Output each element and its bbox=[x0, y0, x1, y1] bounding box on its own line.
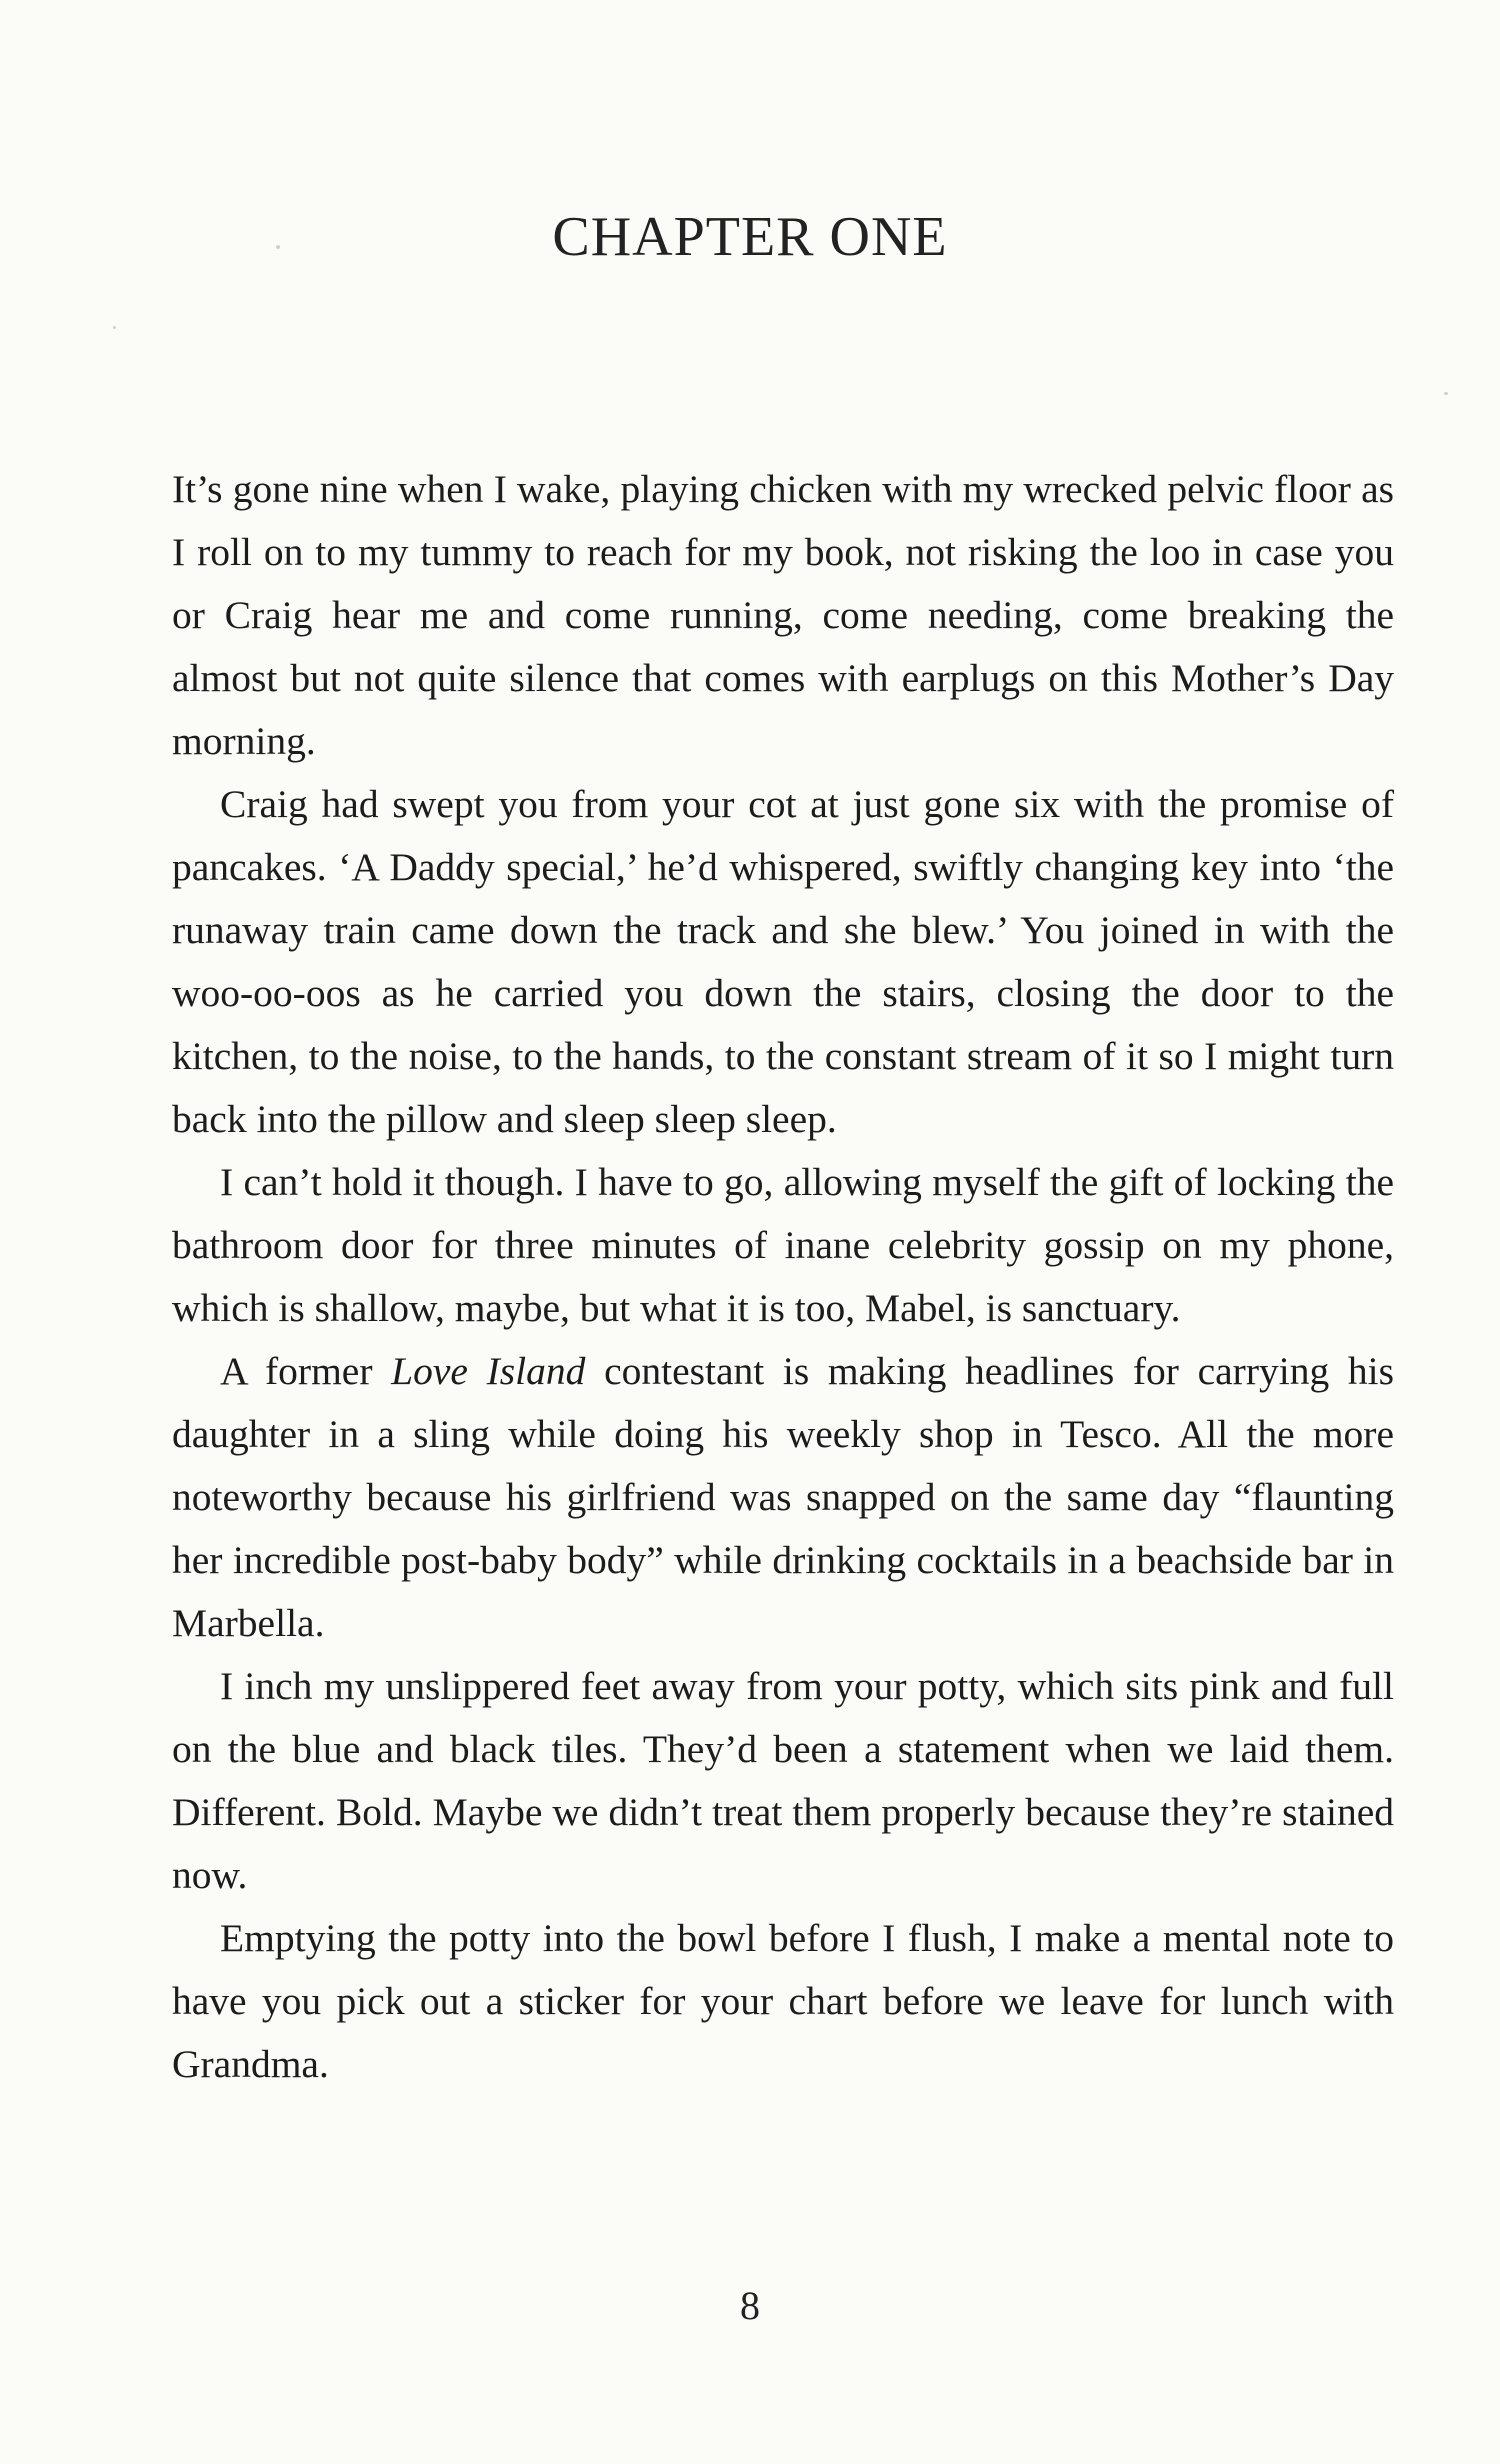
paragraph-2: Craig had swept you from your cot at just gone six with the promise of pancakes. ‘A Daddy special,’ he’d whispered, swiftly changing key into ‘the runaway train came down the track and she blew.’ You joined in with the woo-oo-oos as he carried you down the stairs, closing the door to the kitchen, to the noise, to the hands, to the constant stream of it so I might turn back into the pillow and sleep sleep sleep. bbox=[172, 782, 1394, 1141]
paragraph-4 bbox=[172, 1340, 1394, 1655]
show-title-italic: Love Island bbox=[391, 1349, 586, 1393]
paragraph-5: I inch my unslippered feet away from your potty, which sits pink and full on the blue and black tiles. They’d been a statement when we laid them. Different. Bold. Maybe we didn’t treat them properly because they’re stained now. bbox=[172, 1664, 1394, 1897]
paragraph-6: Emptying the potty into the bowl before I flush, I make a mental note to have you pick out a sticker for your chart before we leave for lunch with Grandma. bbox=[172, 1916, 1394, 2086]
chapter-body bbox=[172, 458, 1394, 2096]
paper-speck bbox=[113, 326, 116, 329]
paragraph-3: I can’t hold it though. I have to go, allowing myself the gift of locking the bathroom door for three minutes of inane celebrity gossip on my phone, which is shallow, maybe, but what it is too, Mabel, is sanctuary. bbox=[172, 1160, 1394, 1330]
chapter-title: CHAPTER ONE bbox=[552, 206, 948, 268]
paper-speck bbox=[1444, 392, 1448, 395]
page-number: 8 bbox=[740, 2283, 760, 2328]
paragraph-4-rest: contestant is making headlines for carrying his daughter in a sling while doing his weekly shop in Tesco. All the more noteworthy because his girlfriend was snapped on the same day “flaunting her incredible post-baby body” while drinking cocktails in a beachside bar in Marbella. bbox=[172, 1349, 1394, 1645]
paper-speck bbox=[276, 245, 280, 249]
paragraph-4-lead: A former bbox=[220, 1349, 392, 1393]
paragraph-1: It’s gone nine when I wake, playing chicken with my wrecked pelvic floor as I roll on to my tummy to reach for my book, not risking the loo in case you or Craig hear me and come running, come needing, come breaking the almost but not quite silence that comes with earplugs on this Mother’s Day morning. bbox=[172, 467, 1394, 763]
